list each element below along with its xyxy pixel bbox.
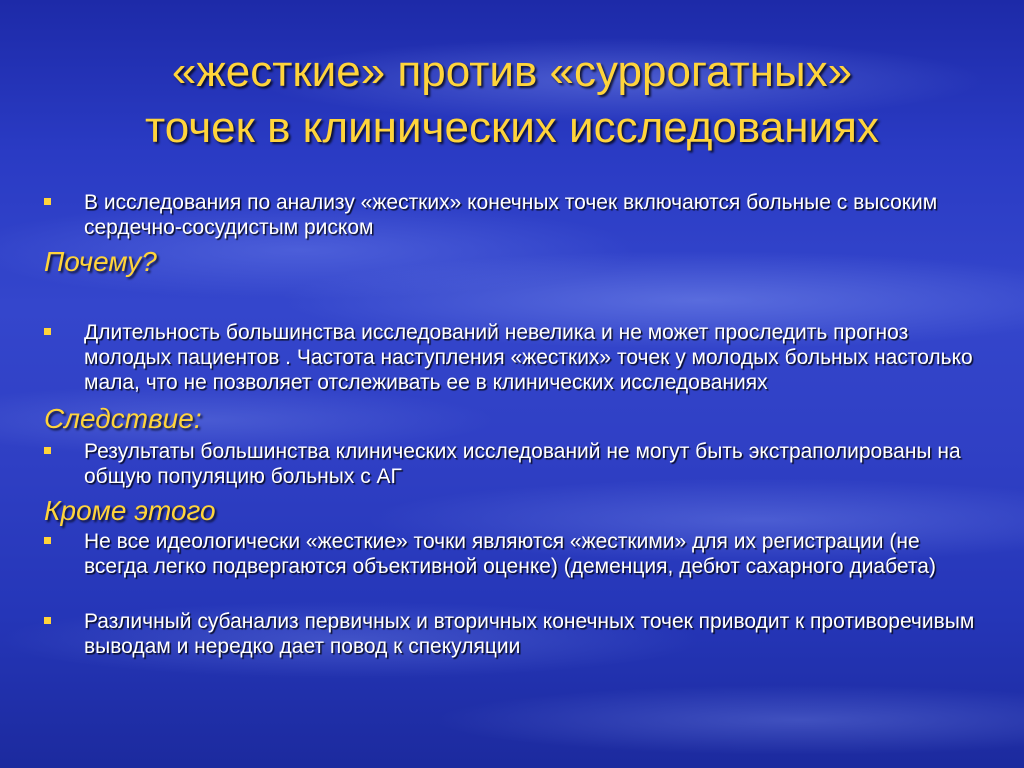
bullet-item: [44, 529, 984, 579]
section-heading-why: Почему?: [44, 246, 157, 277]
bullet-text: Длительность большинства исследований невелика и не может проследить прогноз молодых пациентов . Частота наступления «жестких» точек у молодых больных настолько мала, что не позволяет отслеживать ее в клинических исследованиях: [84, 321, 973, 394]
section-heading-consequence: Следствие:: [44, 403, 202, 434]
slide-title: [0, 44, 1024, 156]
bullet-item: [44, 439, 984, 489]
slide-title-line-2: точек в клинических исследованиях: [145, 103, 879, 152]
square-bullet-icon: [44, 198, 51, 205]
section-heading-besides: Кроме этого: [44, 495, 216, 526]
bullet-text: Различный субанализ первичных и вторичных конечных точек приводит к противоречивым выводам и нередко дает повод к спекуляции: [84, 610, 975, 658]
bullet-text: Результаты большинства клинических исследований не могут быть экстраполированы на общую популяцию больных с АГ: [84, 440, 961, 488]
square-bullet-icon: [44, 447, 51, 454]
square-bullet-icon: [44, 537, 51, 544]
bullet-item: [44, 190, 984, 240]
square-bullet-icon: [44, 617, 51, 624]
bullet-item: [44, 609, 984, 659]
square-bullet-icon: [44, 328, 51, 335]
bullet-item: [44, 320, 984, 395]
bullet-text: Не все идеологически «жесткие» точки являются «жесткими» для их регистрации (не всегда легко подвергаются объективной оценке) (деменция, дебют сахарного диабета): [84, 530, 936, 578]
slide-title-line-1: «жесткие» против «суррогатных»: [171, 47, 853, 96]
bullet-text: В исследования по анализу «жестких» конечных точек включаются больные с высоким сердечно-сосудистым риском: [84, 191, 938, 239]
slide-body: [44, 190, 984, 659]
